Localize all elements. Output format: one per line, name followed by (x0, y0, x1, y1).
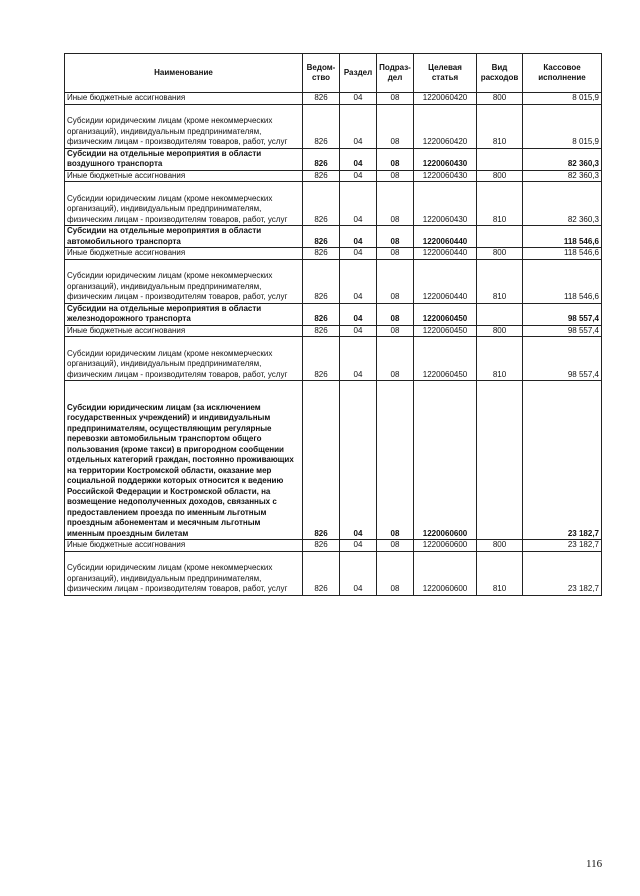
header-kassovoe-ispolnenie: Кассовое исполнение (523, 54, 602, 93)
cell-razdel: 04 (340, 170, 377, 182)
cell-vedomstvo: 826 (303, 226, 340, 248)
cell-podrazdel: 08 (377, 248, 414, 260)
cell-kassovoe-ispolnenie: 82 360,3 (523, 182, 602, 226)
cell-vedomstvo: 826 (303, 248, 340, 260)
cell-celevaya-statya: 1220060430 (414, 148, 477, 170)
cell-kassovoe-ispolnenie: 8 015,9 (523, 104, 602, 148)
cell-razdel: 04 (340, 303, 377, 325)
cell-vid-rashodov: 810 (477, 182, 523, 226)
cell-kassovoe-ispolnenie: 82 360,3 (523, 170, 602, 182)
cell-vid-rashodov: 810 (477, 337, 523, 381)
cell-vedomstvo: 826 (303, 148, 340, 170)
cell-vid-rashodov: 800 (477, 248, 523, 260)
cell-name: Иные бюджетные ассигнования (65, 170, 303, 182)
cell-name: Субсидии на отдельные мероприятия в области воздушного транспорта (65, 148, 303, 170)
header-razdel: Раздел (340, 54, 377, 93)
cell-kassovoe-ispolnenie: 118 546,6 (523, 248, 602, 260)
cell-name: Субсидии юридическим лицам (кроме некоммерческих организаций), индивидуальным предпринимателям, физическим лицам - производителям товаров, работ, услуг (65, 551, 303, 595)
cell-vedomstvo: 826 (303, 104, 340, 148)
cell-celevaya-statya: 1220060440 (414, 248, 477, 260)
cell-podrazdel: 08 (377, 259, 414, 303)
cell-vid-rashodov (477, 226, 523, 248)
cell-celevaya-statya: 1220060420 (414, 104, 477, 148)
cell-vid-rashodov: 810 (477, 104, 523, 148)
cell-celevaya-statya: 1220060450 (414, 303, 477, 325)
cell-podrazdel: 08 (377, 93, 414, 105)
table-row (65, 325, 602, 337)
table-header-row (65, 54, 602, 93)
table-row (65, 248, 602, 260)
cell-celevaya-statya: 1220060600 (414, 551, 477, 595)
cell-vid-rashodov (477, 303, 523, 325)
cell-name: Иные бюджетные ассигнования (65, 248, 303, 260)
cell-podrazdel: 08 (377, 226, 414, 248)
table-row (65, 259, 602, 303)
header-vedomstvo: Ведом-ство (303, 54, 340, 93)
cell-podrazdel: 08 (377, 337, 414, 381)
header-vid-rashodov: Вид расходов (477, 54, 523, 93)
cell-razdel: 04 (340, 381, 377, 540)
cell-vid-rashodov (477, 381, 523, 540)
cell-razdel: 04 (340, 182, 377, 226)
cell-name: Субсидии юридическим лицам (за исключением государственных учреждений) и индивидуальным предпринимателям, осуществляющим регулярные перевозки автомобильным транспортом общего пользования (кроме такси) в пригородном сообщении отдельных категорий граждан, постоянно проживающих на территории Костромской области, оказание мер социальной поддержки которых относится к ведению Российской Федерации и Костромской области, на возмещение недополученных доходов, связанных с предоставлением проезда по именным льготным проездным абонементам и месячным льготным именным проездным билетам (65, 381, 303, 540)
cell-kassovoe-ispolnenie: 118 546,6 (523, 259, 602, 303)
cell-razdel: 04 (340, 551, 377, 595)
page-number: 116 (586, 858, 603, 870)
cell-vedomstvo: 826 (303, 182, 340, 226)
cell-name: Иные бюджетные ассигнования (65, 93, 303, 105)
table-row (65, 540, 602, 552)
cell-razdel: 04 (340, 259, 377, 303)
cell-vid-rashodov: 810 (477, 551, 523, 595)
table-row (65, 148, 602, 170)
cell-kassovoe-ispolnenie: 23 182,7 (523, 381, 602, 540)
table-row (65, 337, 602, 381)
cell-name: Иные бюджетные ассигнования (65, 540, 303, 552)
cell-name: Субсидии юридическим лицам (кроме некоммерческих организаций), индивидуальным предпринимателям, физическим лицам - производителям товаров, работ, услуг (65, 182, 303, 226)
cell-podrazdel: 08 (377, 303, 414, 325)
cell-podrazdel: 08 (377, 104, 414, 148)
cell-vid-rashodov: 800 (477, 170, 523, 182)
cell-vedomstvo: 826 (303, 303, 340, 325)
cell-razdel: 04 (340, 325, 377, 337)
cell-celevaya-statya: 1220060600 (414, 381, 477, 540)
cell-podrazdel: 08 (377, 148, 414, 170)
cell-vedomstvo: 826 (303, 259, 340, 303)
cell-podrazdel: 08 (377, 325, 414, 337)
cell-celevaya-statya: 1220060420 (414, 93, 477, 105)
header-name: Наименование (65, 54, 303, 93)
cell-kassovoe-ispolnenie: 98 557,4 (523, 337, 602, 381)
cell-vid-rashodov (477, 148, 523, 170)
table-row (65, 93, 602, 105)
cell-podrazdel: 08 (377, 381, 414, 540)
cell-razdel: 04 (340, 104, 377, 148)
cell-celevaya-statya: 1220060450 (414, 325, 477, 337)
cell-celevaya-statya: 1220060430 (414, 170, 477, 182)
cell-podrazdel: 08 (377, 540, 414, 552)
cell-celevaya-statya: 1220060600 (414, 540, 477, 552)
cell-celevaya-statya: 1220060430 (414, 182, 477, 226)
table-row (65, 182, 602, 226)
cell-kassovoe-ispolnenie: 98 557,4 (523, 303, 602, 325)
cell-razdel: 04 (340, 93, 377, 105)
header-celevaya-statya: Целевая статья (414, 54, 477, 93)
cell-name: Субсидии юридическим лицам (кроме некоммерческих организаций), индивидуальным предпринимателям, физическим лицам - производителям товаров, работ, услуг (65, 337, 303, 381)
cell-vid-rashodov: 800 (477, 325, 523, 337)
cell-razdel: 04 (340, 248, 377, 260)
header-podrazdel: Подраз-дел (377, 54, 414, 93)
cell-razdel: 04 (340, 337, 377, 381)
table-row (65, 226, 602, 248)
cell-vedomstvo: 826 (303, 381, 340, 540)
cell-kassovoe-ispolnenie: 23 182,7 (523, 551, 602, 595)
cell-kassovoe-ispolnenie: 82 360,3 (523, 148, 602, 170)
cell-vedomstvo: 826 (303, 337, 340, 381)
cell-vedomstvo: 826 (303, 170, 340, 182)
cell-kassovoe-ispolnenie: 8 015,9 (523, 93, 602, 105)
cell-razdel: 04 (340, 148, 377, 170)
cell-celevaya-statya: 1220060440 (414, 226, 477, 248)
cell-vedomstvo: 826 (303, 325, 340, 337)
cell-kassovoe-ispolnenie: 118 546,6 (523, 226, 602, 248)
cell-podrazdel: 08 (377, 551, 414, 595)
cell-kassovoe-ispolnenie: 98 557,4 (523, 325, 602, 337)
cell-razdel: 04 (340, 226, 377, 248)
cell-name: Субсидии юридическим лицам (кроме некоммерческих организаций), индивидуальным предпринимателям, физическим лицам - производителям товаров, работ, услуг (65, 104, 303, 148)
cell-vedomstvo: 826 (303, 551, 340, 595)
cell-vid-rashodov: 800 (477, 540, 523, 552)
cell-podrazdel: 08 (377, 182, 414, 226)
cell-podrazdel: 08 (377, 170, 414, 182)
table-row (65, 170, 602, 182)
cell-razdel: 04 (340, 540, 377, 552)
table-row (65, 104, 602, 148)
cell-vedomstvo: 826 (303, 540, 340, 552)
table-row (65, 381, 602, 540)
cell-vid-rashodov: 810 (477, 259, 523, 303)
table-row (65, 551, 602, 595)
budget-table (64, 53, 602, 596)
cell-celevaya-statya: 1220060440 (414, 259, 477, 303)
table-row (65, 303, 602, 325)
cell-vid-rashodov: 800 (477, 93, 523, 105)
cell-kassovoe-ispolnenie: 23 182,7 (523, 540, 602, 552)
cell-name: Субсидии на отдельные мероприятия в области автомобильного транспорта (65, 226, 303, 248)
cell-name: Иные бюджетные ассигнования (65, 325, 303, 337)
cell-name: Субсидии юридическим лицам (кроме некоммерческих организаций), индивидуальным предпринимателям, физическим лицам - производителям товаров, работ, услуг (65, 259, 303, 303)
cell-vedomstvo: 826 (303, 93, 340, 105)
cell-celevaya-statya: 1220060450 (414, 337, 477, 381)
cell-name: Субсидии на отдельные мероприятия в области железнодорожного транспорта (65, 303, 303, 325)
